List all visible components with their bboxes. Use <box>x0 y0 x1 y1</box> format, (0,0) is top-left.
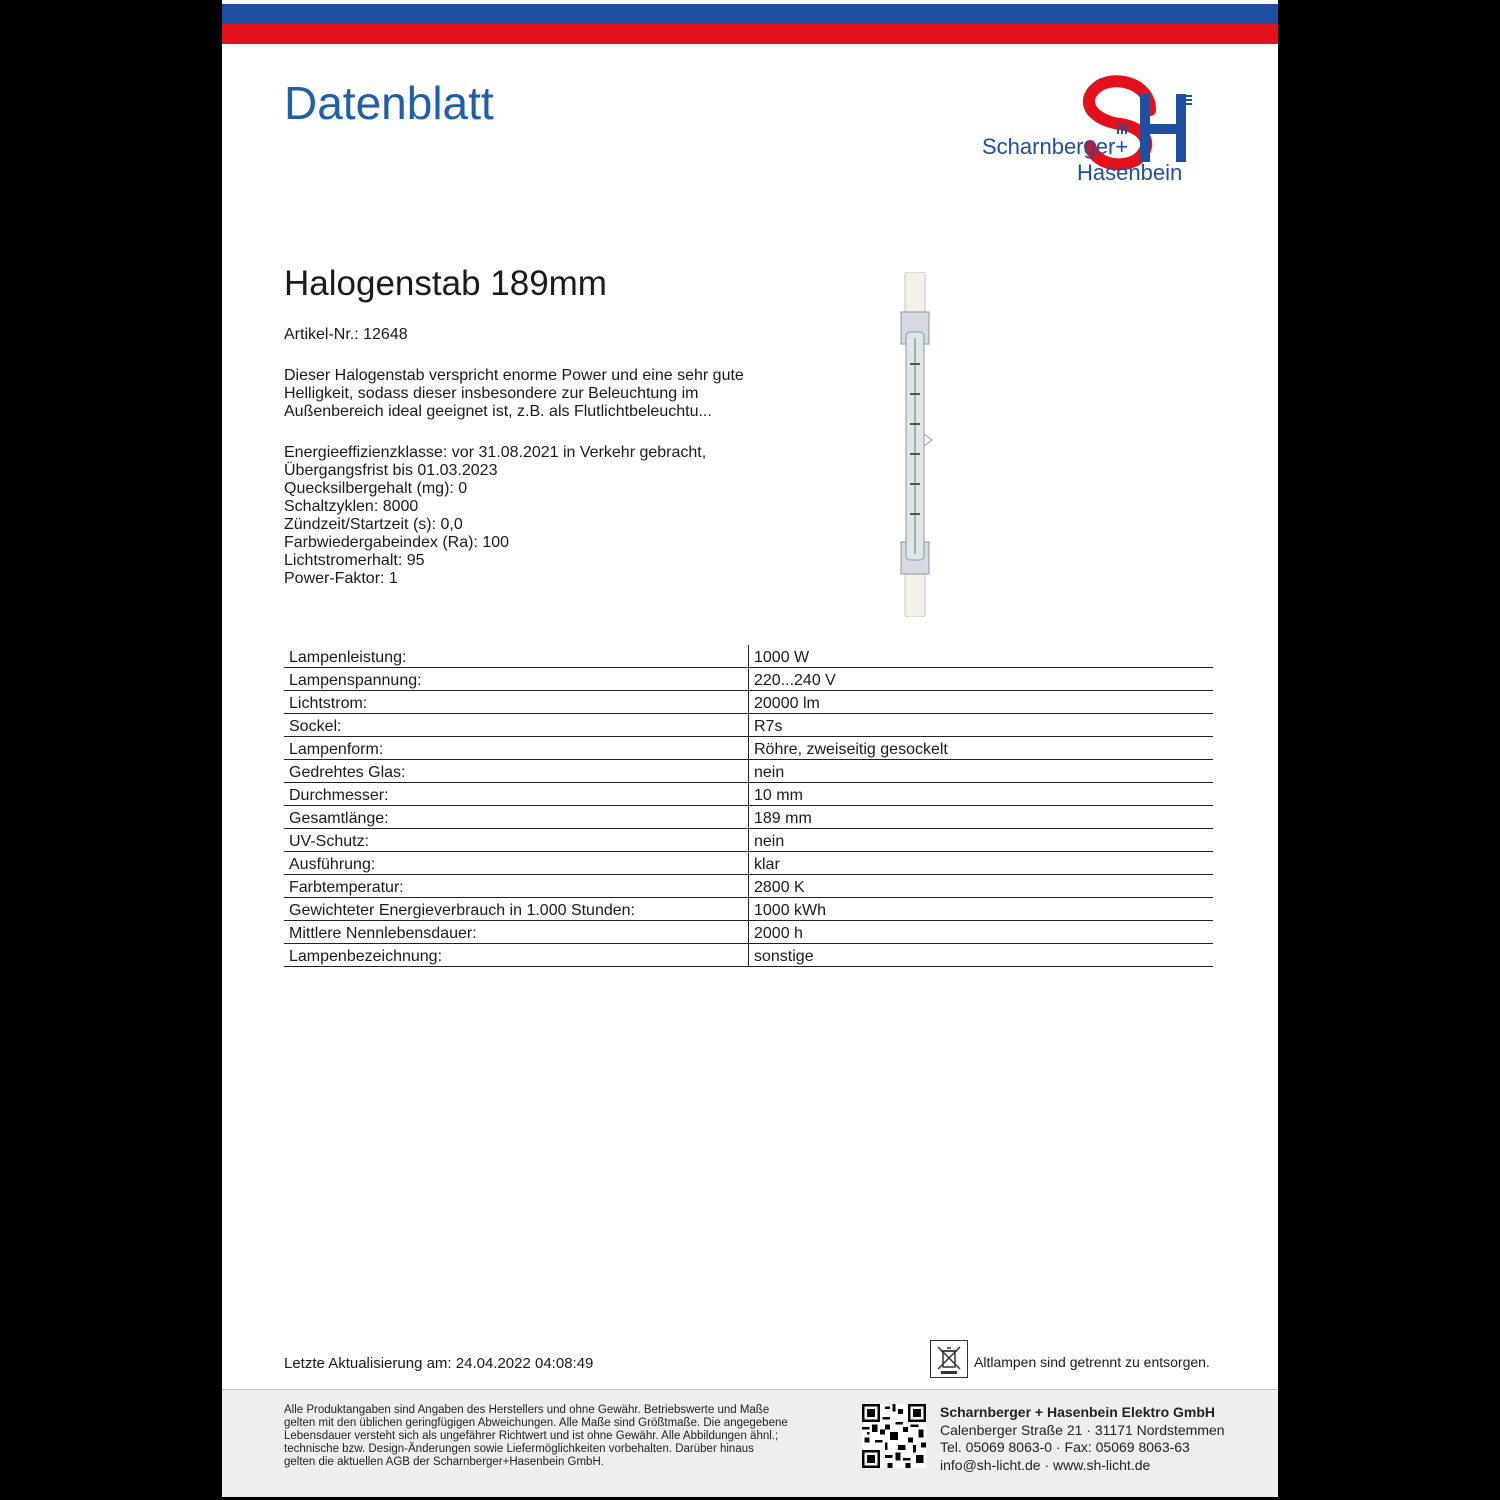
article-number: Artikel-Nr.: 12648 <box>284 326 408 343</box>
spec-key: Lichtstrom: <box>284 691 749 714</box>
spec-value: 2000 h <box>749 921 1214 944</box>
spec-value: 10 mm <box>749 783 1214 806</box>
property-line: Schaltzyklen: 8000 <box>284 498 419 515</box>
property-line: Energieeffizienzklasse: vor 31.08.2021 in Verkehr gebracht, <box>284 444 707 461</box>
product-image <box>892 272 942 617</box>
header-red-bar <box>222 24 1278 44</box>
disclaimer-line: technische bzw. Design-Änderungen sowie Liefermöglichkeiten vorbehalten. Darüber hinaus <box>284 1443 754 1455</box>
spec-key: Durchmesser: <box>284 783 749 806</box>
spec-key: Gewichteter Energieverbrauch in 1.000 Stunden: <box>284 898 749 921</box>
spec-value: nein <box>749 760 1214 783</box>
company-street: Calenberger Straße 21 · 31171 Nordstemmen <box>940 1421 1225 1438</box>
disclaimer-line: gelten mit den üblichen geringfügigen Abweichungen. Alle Maße sind Größtmaße. Die angegebene <box>284 1417 788 1429</box>
spec-value: Röhre, zweiseitig gesockelt <box>749 737 1214 760</box>
spec-value: 2800 K <box>749 875 1214 898</box>
company-phone: Tel. 05069 8063-0 · Fax: 05069 8063-63 <box>940 1439 1190 1455</box>
crossed-bin-icon <box>930 1340 968 1378</box>
spec-value: 20000 lm <box>749 691 1214 714</box>
description-line: Dieser Halogenstab verspricht enorme Power und eine sehr gute <box>284 367 744 384</box>
spec-key: Mittlere Nennlebensdauer: <box>284 921 749 944</box>
spec-key: Lampenspannung: <box>284 668 749 691</box>
spec-row <box>284 944 1213 967</box>
last-updated: Letzte Aktualisierung am: 24.04.2022 04:08:49 <box>284 1355 594 1372</box>
spec-value: 220...240 V <box>749 668 1214 691</box>
property-line: Zündzeit/Startzeit (s): 0,0 <box>284 516 463 533</box>
spec-value: 189 mm <box>749 806 1214 829</box>
disclaimer-line: Lebensdauer versteht sich als ungefährer Richtwert und ist ohne Gewähr. Alle Abbildungen ähnl.; <box>284 1430 779 1442</box>
spec-key: Gedrehtes Glas: <box>284 760 749 783</box>
company-web[interactable]: info@sh-licht.de · www.sh-licht.de <box>940 1456 1151 1473</box>
spec-value: 1000 W <box>749 645 1214 668</box>
product-description <box>284 367 764 421</box>
spec-key: Lampenleistung: <box>284 645 749 668</box>
spec-key: Lampenbezeichnung: <box>284 944 749 967</box>
property-line: Lichtstromerhalt: 95 <box>284 552 425 569</box>
spec-row <box>284 691 1213 714</box>
disclaimer-line: gelten die aktuellen AGB der Scharnberger+Hasenbein GmbH. <box>284 1456 604 1468</box>
spec-key: Gesamtlänge: <box>284 806 749 829</box>
property-line: Power-Faktor: 1 <box>284 570 398 587</box>
spec-row <box>284 737 1213 760</box>
spec-row <box>284 875 1213 898</box>
spec-row <box>284 921 1213 944</box>
datasheet-page <box>222 0 1278 1497</box>
spec-value: R7s <box>749 714 1214 737</box>
footer <box>222 1389 1278 1497</box>
property-line: Farbwiedergabeindex (Ra): 100 <box>284 534 510 551</box>
description-line: Außenbereich ideal geeignet ist, z.B. als Flutlichtbeleuchtu... <box>284 403 712 420</box>
header-blue-bar <box>222 4 1278 24</box>
spec-value: klar <box>749 852 1214 875</box>
qr-code[interactable] <box>862 1404 926 1468</box>
disclaimer-line: Alle Produktangaben sind Angaben des Herstellers und ohne Gewähr. Betriebswerte und Maße <box>284 1404 770 1416</box>
spec-row <box>284 668 1213 691</box>
spec-value: 1000 kWh <box>749 898 1214 921</box>
spec-key: Farbtemperatur: <box>284 875 749 898</box>
spec-row <box>284 829 1213 852</box>
spec-key: UV-Schutz: <box>284 829 749 852</box>
disposal-note: Altlampen sind getrennt zu entsorgen. <box>974 1354 1210 1370</box>
spec-row <box>284 898 1213 921</box>
product-title: Halogenstab 189mm <box>284 264 607 303</box>
spec-row <box>284 760 1213 783</box>
logo-line1: Scharnberger+ <box>982 134 1129 159</box>
spec-row <box>284 806 1213 829</box>
spec-row <box>284 714 1213 737</box>
legal-disclaimer <box>284 1404 844 1469</box>
description-line: Helligkeit, sodass dieser insbesondere zur Beleuchtung im <box>284 385 699 402</box>
property-line: Quecksilbergehalt (mg): 0 <box>284 480 468 497</box>
document-title: Datenblatt <box>284 77 494 129</box>
spec-value: nein <box>749 829 1214 852</box>
spec-key: Sockel: <box>284 714 749 737</box>
spec-value: sonstige <box>749 944 1214 967</box>
company-address <box>940 1404 1225 1474</box>
spec-row <box>284 645 1213 668</box>
property-line: Übergangsfrist bis 01.03.2023 <box>284 462 498 479</box>
product-properties <box>284 444 706 588</box>
company-logo <box>972 66 1222 186</box>
spec-row <box>284 783 1213 806</box>
company-name: Scharnberger + Hasenbein Elektro GmbH <box>940 1404 1216 1420</box>
spec-row <box>284 852 1213 875</box>
logo-line2: Hasenbein <box>1077 160 1183 185</box>
spec-key: Ausführung: <box>284 852 749 875</box>
spec-key: Lampenform: <box>284 737 749 760</box>
specifications-table <box>284 645 1213 967</box>
